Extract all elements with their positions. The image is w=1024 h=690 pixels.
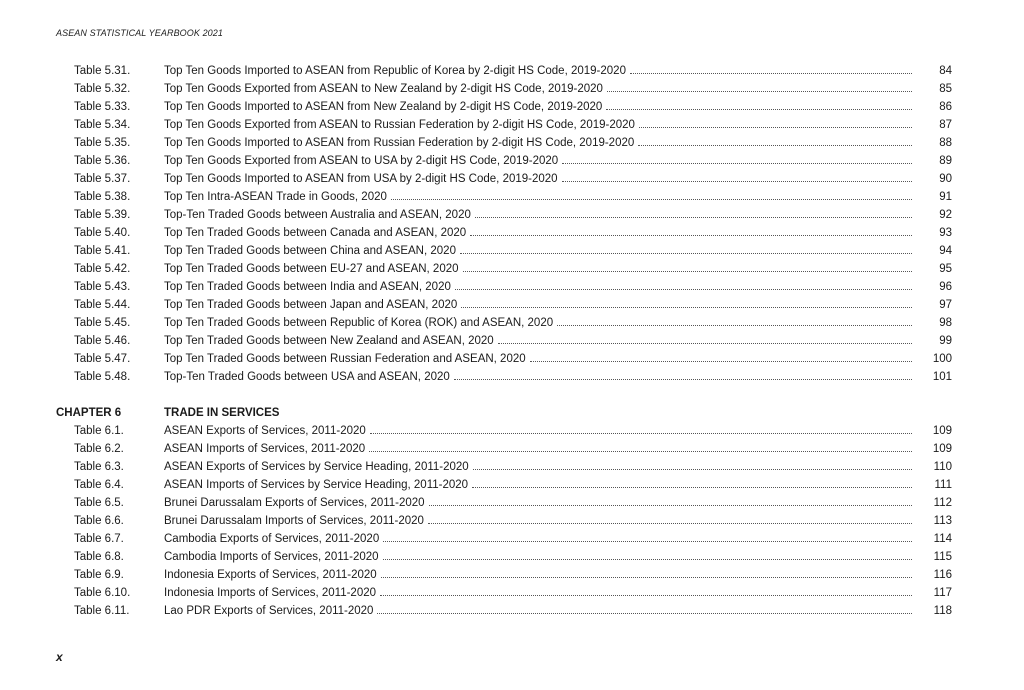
toc-entry-title: Brunei Darussalam Imports of Services, 2011-2020 [164, 515, 424, 527]
toc-entry-page-number: 99 [939, 335, 952, 347]
toc-entry-number: Table 6.7. [74, 533, 124, 545]
toc-entry-page-number: 94 [939, 245, 952, 257]
dot-leader [460, 253, 912, 254]
toc-entry-title: Top-Ten Traded Goods between Australia and ASEAN, 2020 [164, 209, 471, 221]
toc-entry-number: Table 5.34. [74, 119, 131, 131]
dot-leader [475, 217, 912, 218]
toc-entry[interactable] [56, 440, 952, 458]
toc-entry[interactable] [56, 350, 952, 368]
toc-entry-text [164, 134, 912, 152]
toc-entry-page-number: 116 [933, 569, 952, 581]
toc-entry-page-number: 110 [933, 461, 952, 473]
toc-entry-page-number: 85 [939, 83, 952, 95]
dot-leader [429, 505, 912, 506]
toc-entry-page-number: 113 [933, 515, 952, 527]
toc-entry-page-number: 109 [932, 425, 952, 437]
toc-entry-text [164, 548, 912, 566]
toc-entry-text [164, 152, 912, 170]
toc-entry-page-number: 95 [939, 263, 952, 275]
toc-entry[interactable] [56, 224, 952, 242]
toc-entry[interactable] [56, 548, 952, 566]
toc-entry-page-number: 117 [933, 587, 952, 599]
toc-entry-number: Table 6.8. [74, 551, 124, 563]
toc-entry[interactable] [56, 296, 952, 314]
chapter-6-entry-list [56, 422, 952, 620]
toc-entry[interactable] [56, 314, 952, 332]
toc-entry-title: Top-Ten Traded Goods between USA and ASEAN, 2020 [164, 371, 450, 383]
toc-entry-number: Table 6.5. [74, 497, 124, 509]
toc-entry-title: Top Ten Goods Imported to ASEAN from New Zealand by 2-digit HS Code, 2019-2020 [164, 101, 603, 113]
toc-entry-number: Table 6.4. [74, 479, 124, 491]
toc-entry[interactable] [56, 152, 952, 170]
toc-entry-number: Table 5.31. [74, 65, 131, 77]
toc-entry-title: Top Ten Goods Imported to ASEAN from Russian Federation by 2-digit HS Code, 2019-2020 [164, 137, 635, 149]
toc-entry-title: Top Ten Traded Goods between China and ASEAN, 2020 [164, 245, 456, 257]
toc-entry[interactable] [56, 494, 952, 512]
dot-leader [498, 343, 912, 344]
toc-entry-text [164, 260, 912, 278]
toc-entry-title: Lao PDR Exports of Services, 2011-2020 [164, 605, 374, 617]
toc-entry[interactable] [56, 512, 952, 530]
toc-entry-page-number: 91 [939, 191, 952, 203]
toc-entry-title: Top Ten Traded Goods between New Zealand and ASEAN, 2020 [164, 335, 494, 347]
toc-entry-page-number: 115 [933, 551, 952, 563]
toc-entry-text [164, 368, 912, 386]
toc-entry-text [164, 278, 912, 296]
toc-entry-page-number: 114 [933, 533, 952, 545]
dot-leader [454, 379, 912, 380]
toc-entry-page-number: 111 [934, 479, 952, 491]
chapter-5-entry-list [56, 62, 952, 386]
toc-entry-page-number: 98 [939, 317, 952, 329]
chapter-title: TRADE IN SERVICES [164, 407, 280, 419]
chapter-heading [56, 404, 952, 422]
toc-entry-title: Top Ten Traded Goods between Canada and ASEAN, 2020 [164, 227, 467, 239]
dot-leader [470, 235, 912, 236]
dot-leader [630, 73, 912, 74]
toc-entry[interactable] [56, 476, 952, 494]
toc-entry-text [164, 332, 912, 350]
toc-entry-page-number: 112 [933, 497, 952, 509]
toc-entry-number: Table 5.46. [74, 335, 131, 347]
dot-leader [369, 451, 912, 452]
toc-entry-number: Table 5.44. [74, 299, 131, 311]
toc-entry-title: Top Ten Goods Imported to ASEAN from Republic of Korea by 2-digit HS Code, 2019-2020 [164, 65, 626, 77]
toc-entry-title: Cambodia Exports of Services, 2011-2020 [164, 533, 380, 545]
toc-entry-number: Table 5.33. [74, 101, 131, 113]
toc-entry-text [164, 566, 912, 584]
dot-leader [639, 127, 912, 128]
toc-entry-number: Table 6.11. [74, 605, 130, 617]
toc-entry-text [164, 242, 912, 260]
toc-entry-title: ASEAN Imports of Services, 2011-2020 [164, 443, 366, 455]
dot-leader [463, 271, 912, 272]
toc-entry-title: Top Ten Traded Goods between Republic of Korea (ROK) and ASEAN, 2020 [164, 317, 554, 329]
toc-entry[interactable] [56, 98, 952, 116]
toc-entry[interactable] [56, 206, 952, 224]
toc-entry-number: Table 5.38. [74, 191, 131, 203]
running-header: ASEAN STATISTICAL YEARBOOK 2021 [56, 28, 223, 38]
toc-entry-text [164, 62, 912, 80]
dot-leader [377, 613, 912, 614]
dot-leader [380, 595, 912, 596]
toc-entry-page-number: 109 [932, 443, 952, 455]
dot-leader [455, 289, 912, 290]
toc-entry-page-number: 101 [932, 371, 952, 383]
toc-entry[interactable] [56, 368, 952, 386]
toc-entry-title: Top Ten Goods Exported from ASEAN to USA by 2-digit HS Code, 2019-2020 [164, 155, 559, 167]
toc-entry-number: Table 5.40. [74, 227, 131, 239]
toc-entry-text [164, 458, 912, 476]
toc-entry-page-number: 92 [939, 209, 952, 221]
toc-entry[interactable] [56, 602, 952, 620]
toc-entry-number: Table 6.2. [74, 443, 124, 455]
toc-entry[interactable] [56, 278, 952, 296]
toc-entry-text [164, 80, 912, 98]
toc-entry-number: Table 5.42. [74, 263, 131, 275]
toc-entry-number: Table 6.10. [74, 587, 131, 599]
toc-entry-title: Top Ten Traded Goods between EU-27 and ASEAN, 2020 [164, 263, 459, 275]
toc-entry-number: Table 5.39. [74, 209, 131, 221]
toc-entry-title: Top Ten Intra-ASEAN Trade in Goods, 2020 [164, 191, 387, 203]
chapter-label: CHAPTER 6 [56, 407, 122, 419]
section-gap [56, 386, 952, 404]
toc-entry-number: Table 6.6. [74, 515, 124, 527]
toc-entry-title: Cambodia Imports of Services, 2011-2020 [164, 551, 379, 563]
toc-entry-text [164, 224, 912, 242]
toc-entry-number: Table 5.37. [74, 173, 131, 185]
toc-entry-page-number: 90 [939, 173, 952, 185]
toc-entry-page-number: 86 [939, 101, 952, 113]
toc-entry-title: Brunei Darussalam Exports of Services, 2011-2020 [164, 497, 425, 509]
toc-entry[interactable] [56, 188, 952, 206]
toc-entry[interactable] [56, 116, 952, 134]
dot-leader [473, 469, 912, 470]
toc-entry-text [164, 494, 912, 512]
toc-entry-text [164, 296, 912, 314]
toc-entry-page-number: 93 [939, 227, 952, 239]
toc-entry-text [164, 440, 912, 458]
toc-entry-title: ASEAN Exports of Services, 2011-2020 [164, 425, 366, 437]
toc-entry-page-number: 97 [939, 299, 952, 311]
toc-entry-number: Table 5.41. [74, 245, 131, 257]
toc-entry-text [164, 602, 912, 620]
toc-entry[interactable] [56, 170, 952, 188]
toc-entry-page-number: 89 [939, 155, 952, 167]
dot-leader [472, 487, 912, 488]
toc-entry[interactable] [56, 584, 952, 602]
toc-entry-page-number: 100 [932, 353, 952, 365]
toc-entry[interactable] [56, 242, 952, 260]
toc-entry-text [164, 584, 912, 602]
dot-leader [562, 181, 912, 182]
toc-entry-title: ASEAN Imports of Services by Service Heading, 2011-2020 [164, 479, 469, 491]
toc-entry-page-number: 87 [939, 119, 952, 131]
toc-entry-title: Top Ten Traded Goods between Russian Federation and ASEAN, 2020 [164, 353, 526, 365]
dot-leader [606, 109, 912, 110]
dot-leader [607, 91, 912, 92]
dot-leader [557, 325, 912, 326]
dot-leader [383, 541, 912, 542]
dot-leader [638, 145, 912, 146]
toc-entry[interactable] [56, 566, 952, 584]
toc-entry-title: Indonesia Exports of Services, 2011-2020 [164, 569, 377, 581]
toc-entry-number: Table 6.3. [74, 461, 124, 473]
toc-entry[interactable] [56, 332, 952, 350]
toc-entry-number: Table 5.43. [74, 281, 131, 293]
toc-entry[interactable] [56, 80, 952, 98]
toc-entry-text [164, 530, 912, 548]
dot-leader [381, 577, 912, 578]
toc-entry-page-number: 88 [939, 137, 952, 149]
toc-entry-number: Table 5.47. [74, 353, 131, 365]
toc-entry-title: Top Ten Goods Imported to ASEAN from USA by 2-digit HS Code, 2019-2020 [164, 173, 558, 185]
toc-entry[interactable] [56, 62, 952, 80]
toc-entry-number: Table 5.36. [74, 155, 131, 167]
dot-leader [562, 163, 912, 164]
dot-leader [370, 433, 912, 434]
toc-entry-text [164, 188, 912, 206]
dot-leader [428, 523, 912, 524]
toc-entry-number: Table 5.35. [74, 137, 131, 149]
toc-entry-number: Table 5.32. [74, 83, 131, 95]
toc-entry-text [164, 206, 912, 224]
toc-entry[interactable] [56, 530, 952, 548]
dot-leader [391, 199, 912, 200]
toc-entry-text [164, 350, 912, 368]
toc-entry-number: Table 6.9. [74, 569, 124, 581]
toc-entry-text [164, 512, 912, 530]
toc-entry-text [164, 314, 912, 332]
dot-leader [461, 307, 912, 308]
toc-entry-number: Table 5.48. [74, 371, 131, 383]
toc-entry-title: Top Ten Goods Exported from ASEAN to Russian Federation by 2-digit HS Code, 2019-2020 [164, 119, 635, 131]
toc-entry-title: Top Ten Goods Exported from ASEAN to New Zealand by 2-digit HS Code, 2019-2020 [164, 83, 603, 95]
toc-entry-text [164, 422, 912, 440]
toc-entry-page-number: 118 [933, 605, 952, 617]
toc-entry[interactable] [56, 458, 952, 476]
toc-entry-title: Top Ten Traded Goods between Japan and ASEAN, 2020 [164, 299, 458, 311]
toc-entry-text [164, 98, 912, 116]
toc-entry[interactable] [56, 422, 952, 440]
toc-entry[interactable] [56, 260, 952, 278]
toc-entry-number: Table 5.45. [74, 317, 131, 329]
toc-entry-title: ASEAN Exports of Services by Service Heading, 2011-2020 [164, 461, 469, 473]
toc-entry-title: Indonesia Imports of Services, 2011-2020 [164, 587, 377, 599]
toc-entry-title: Top Ten Traded Goods between India and ASEAN, 2020 [164, 281, 451, 293]
dot-leader [383, 559, 912, 560]
toc-entry-text [164, 170, 912, 188]
toc-entry-page-number: 84 [939, 65, 952, 77]
toc-entry-page-number: 96 [939, 281, 952, 293]
toc-entry-text [164, 116, 912, 134]
table-of-contents [56, 62, 952, 620]
page-folio: x [56, 650, 63, 664]
dot-leader [530, 361, 912, 362]
toc-entry-number: Table 6.1. [74, 425, 124, 437]
toc-entry-text [164, 476, 912, 494]
toc-entry[interactable] [56, 134, 952, 152]
